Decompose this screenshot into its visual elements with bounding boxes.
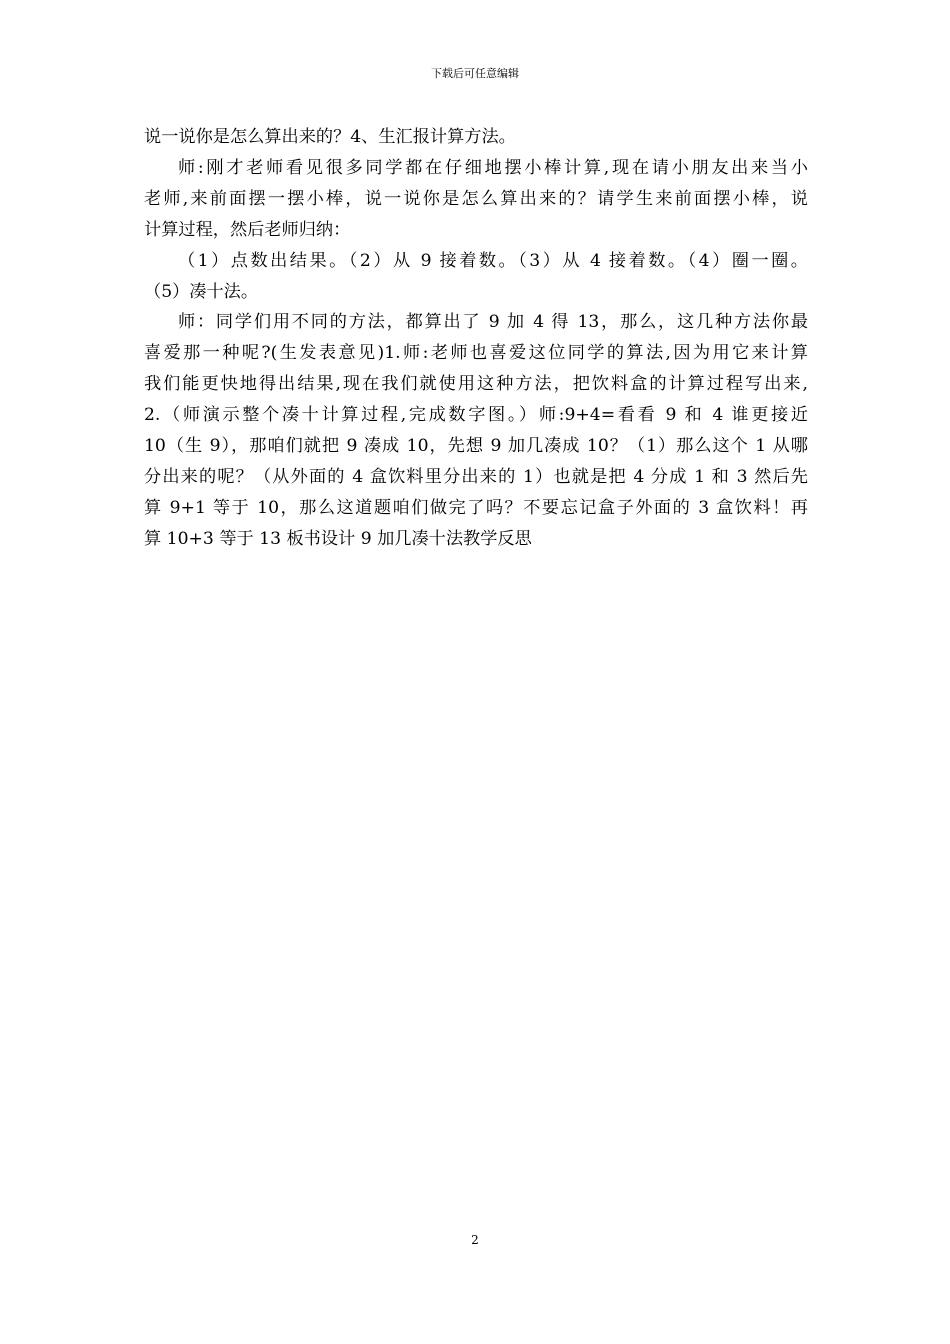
text-line: 说一说你是怎么算出来的？4、生汇报计算方法。 (144, 127, 516, 147)
text-line: 10（生 9），那咱们就把 9 凑成 10，先想 9 加几凑成 10？（1）那么这个 1 从哪 (144, 436, 808, 457)
text-line: 计算过程，然后老师归纳： (144, 219, 351, 240)
document-body (144, 122, 808, 555)
page-header: 下载后可任意编辑 (431, 67, 519, 80)
paragraph-4 (144, 307, 808, 554)
text-line: 喜爱那一种呢?(生发表意见)1.师:老师也喜爱这位同学的算法,因为用它来计算 (144, 343, 808, 364)
text-line: （5）凑十法。 (144, 281, 259, 302)
paragraph-2 (144, 153, 808, 246)
text-line: （1）点数出结果。（2）从 9 接着数。（3）从 4 接着数。（4）圈一圈。 (178, 250, 808, 271)
text-line: 老师,来前面摆一摆小棒，说一说你是怎么算出来的？请学生来前面摆小棒，说 (144, 188, 808, 209)
text-line: 算 9+1 等于 10，那么这道题咱们做完了吗？不要忘记盒子外面的 3 盒饮料！再 (144, 497, 808, 518)
text-line: 师：同学们用不同的方法，都算出了 9 加 4 得 13，那么，这几种方法你最 (178, 312, 808, 333)
text-line: 分出来的呢？（从外面的 4 盒饮料里分出来的 1）也就是把 4 分成 1 和 3 然后先 (144, 466, 808, 487)
paragraph-1 (144, 122, 808, 153)
text-line: 我们能更快地得出结果,现在我们就使用这种方法，把饮料盒的计算过程写出来, (144, 374, 808, 395)
text-line: 算 10+3 等于 13 板书设计 9 加几凑十法教学反思 (144, 528, 532, 549)
page-number: 2 (471, 1233, 479, 1247)
text-line: 2.（师演示整个凑十计算过程,完成数字图。）师:9+4=看看 9 和 4 谁更接近 (144, 405, 808, 426)
text-line: 师:刚才老师看见很多同学都在仔细地摆小棒计算,现在请小朋友出来当小 (178, 157, 808, 178)
paragraph-3 (144, 246, 808, 308)
